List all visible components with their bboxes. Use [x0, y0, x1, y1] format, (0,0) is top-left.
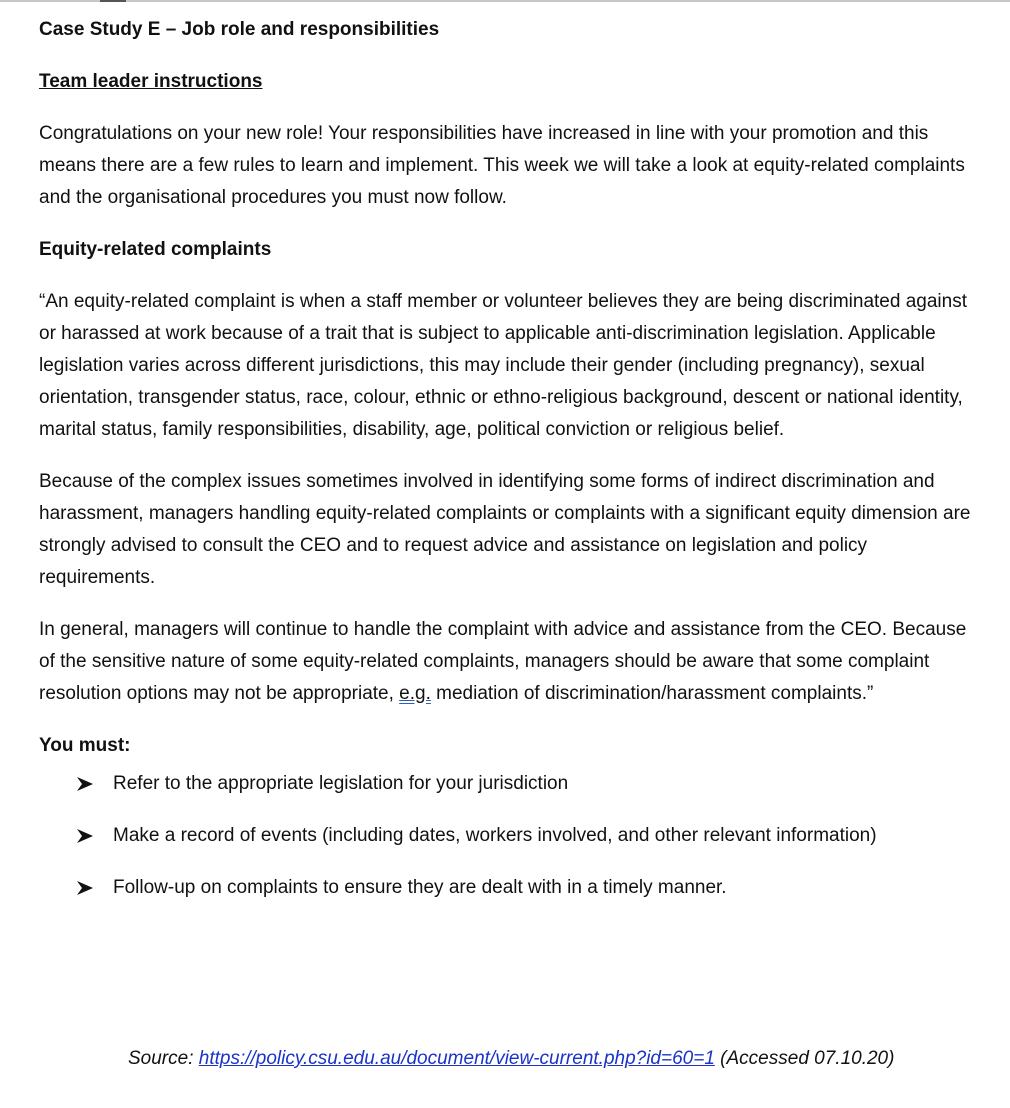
arrowhead-bullet-icon	[77, 777, 93, 791]
source-accessed: (Accessed 07.10.20)	[714, 1048, 895, 1069]
source-link[interactable]: https://policy.csu.edu.au/document/view-current.php?id=60=1	[198, 1048, 715, 1069]
intro-paragraph: Congratulations on your new role! Your responsibilities have increased in line with your promotion and this means there are a few rules to learn and implement. This week we will take a look at equity-related complaints and the organisational procedures you must now follow.	[39, 123, 965, 208]
top-border-marker	[100, 0, 126, 2]
list-item	[39, 820, 979, 852]
source-citation	[128, 1043, 894, 1075]
list-item-text: Refer to the appropriate legislation for your jurisdiction	[113, 773, 569, 794]
quote-paragraph-3-start: In general, managers will continue to handle the complaint with advice and assistance from the CEO. Because of the sensitive nature of some equity-related complaints, managers should be aware that some complaint resolution options may not be appropriate,	[39, 619, 967, 704]
document-body	[39, 14, 979, 924]
document-subtitle: Team leader instructions	[39, 71, 263, 92]
list-item	[39, 872, 979, 904]
list-item	[39, 768, 979, 800]
arrowhead-bullet-icon	[77, 829, 93, 843]
eg-abbreviation: e.g.	[399, 683, 431, 704]
quote-paragraph-1: “An equity-related complaint is when a staff member or volunteer believes they are being discriminated against or harassed at work because of a trait that is subject to applicable anti-discrimination legislation. Applicable legislation varies across different jurisdictions, this may include their gender (including pregnancy), sexual orientation, transgender status, race, colour, ethnic or ethno-religious background, descent or national identity, marital status, family responsibilities, disability, age, political conviction or religious belief.	[39, 291, 967, 440]
top-border	[0, 0, 1010, 2]
source-label: Source:	[128, 1048, 199, 1069]
list-item-text: Make a record of events (including dates, workers involved, and other relevant information)	[113, 825, 877, 846]
quote-paragraph-3	[39, 614, 979, 710]
quote-paragraph-3-end: mediation of discrimination/harassment complaints.”	[430, 683, 874, 704]
arrowhead-bullet-icon	[77, 881, 93, 895]
must-list	[39, 768, 979, 904]
section-heading: Equity-related complaints	[39, 239, 272, 260]
quote-paragraph-2: Because of the complex issues sometimes involved in identifying some forms of indirect discrimination and harassment, managers handling equity-related complaints or complaints with a significant equity dimension are strongly advised to consult the CEO and to request advice and assistance on legislation and policy requirements.	[39, 471, 971, 588]
must-heading: You must:	[39, 735, 131, 756]
document-title: Case Study E – Job role and responsibilities	[39, 19, 440, 40]
list-item-text: Follow-up on complaints to ensure they are dealt with in a timely manner.	[113, 877, 727, 898]
